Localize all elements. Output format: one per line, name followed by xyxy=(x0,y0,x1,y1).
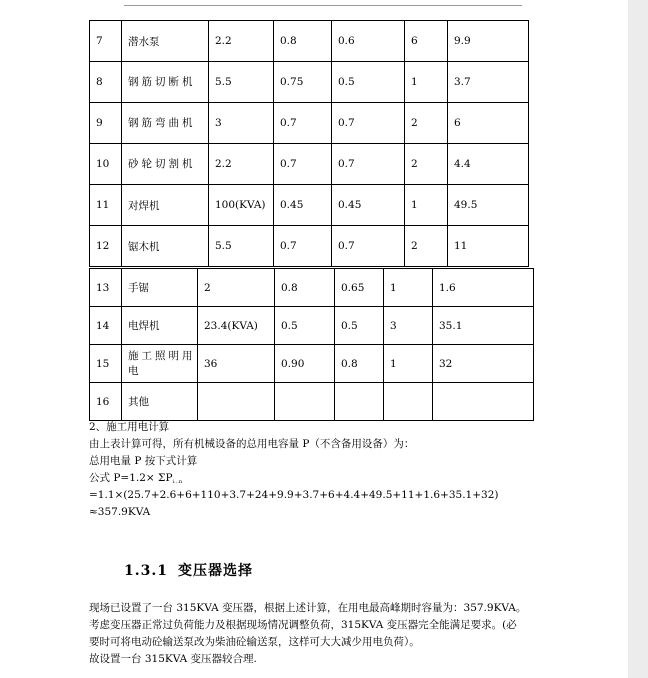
cell-coefficient-2: 0.7 xyxy=(332,226,405,267)
cell-quantity xyxy=(384,383,433,421)
cell-total: 1.6 xyxy=(433,269,534,307)
cell-no: 15 xyxy=(90,345,122,383)
cell-total: 11 xyxy=(448,226,529,267)
cell-total: 3.7 xyxy=(448,62,529,103)
cell-quantity: 2 xyxy=(405,103,448,144)
table-row xyxy=(90,185,529,226)
cell-total: 49.5 xyxy=(448,185,529,226)
calc-line-1: 由上表计算可得，所有机械设备的总用电容量 P（不含备用设备）为： xyxy=(89,438,415,450)
calc-title: 2、施工用电计算 xyxy=(89,421,170,433)
cell-quantity: 2 xyxy=(405,226,448,267)
calc-line-4: =1.1×(25.7+2.6+6+110+3.7+24+9.9+3.7+6+4.4+49.5+11+1.6+35.1+32) xyxy=(89,489,499,501)
cell-quantity: 2 xyxy=(405,144,448,185)
cell-rated-power: 2.2 xyxy=(209,144,274,185)
cell-total: 32 xyxy=(433,345,534,383)
calc-result: ≈357.9KVA xyxy=(89,506,151,518)
body-line-3: 要时可将电动砼输送泵改为柴油砼输送泵，这样可大大减少用电负荷）。 xyxy=(89,636,420,648)
cell-coefficient-1: 0.8 xyxy=(274,21,332,62)
cell-quantity: 3 xyxy=(384,307,433,345)
table-row xyxy=(90,21,529,62)
cell-coefficient-1 xyxy=(275,383,335,421)
table-row xyxy=(90,345,534,383)
cell-rated-power: 2.2 xyxy=(209,21,274,62)
cell-no: 13 xyxy=(90,269,122,307)
formula-text: 公式 P=1.2× ΣP xyxy=(89,472,173,484)
cell-equipment-name: 钢筋弯曲机 xyxy=(122,103,209,144)
table-row xyxy=(90,144,529,185)
cell-total: 6 xyxy=(448,103,529,144)
cell-total: 4.4 xyxy=(448,144,529,185)
cell-no: 8 xyxy=(90,62,122,103)
cell-coefficient-2 xyxy=(335,383,384,421)
equipment-table-top xyxy=(89,20,529,267)
header-rule xyxy=(124,5,522,6)
cell-rated-power: 2 xyxy=(198,269,275,307)
cell-no: 9 xyxy=(90,103,122,144)
cell-rated-power: 3 xyxy=(209,103,274,144)
table-row xyxy=(90,269,534,307)
cell-rated-power: 23.4(KVA) xyxy=(198,307,275,345)
cell-equipment-name: 电焊机 xyxy=(122,307,198,345)
cell-equipment-name: 潜水泵 xyxy=(122,21,209,62)
section-title: 变压器选择 xyxy=(177,563,253,579)
equipment-table-top-body xyxy=(90,21,529,267)
page-margin-bar xyxy=(628,0,648,678)
section-number: 1.3.1 xyxy=(124,563,168,579)
cell-no: 16 xyxy=(90,383,122,421)
cell-coefficient-2: 0.7 xyxy=(332,103,405,144)
section-heading xyxy=(124,560,263,580)
cell-coefficient-1: 0.7 xyxy=(274,144,332,185)
cell-equipment-name: 钢筋切断机 xyxy=(122,62,209,103)
cell-no: 7 xyxy=(90,21,122,62)
body-line-1: 现场已设置了一台 315KVA 变压器，根据上述计算，在用电最高峰期时容量为：357.9KVA。 xyxy=(89,602,527,614)
cell-no: 11 xyxy=(90,185,122,226)
cell-equipment-name: 其他 xyxy=(122,383,198,421)
cell-rated-power: 5.5 xyxy=(209,226,274,267)
cell-coefficient-2: 0.7 xyxy=(332,144,405,185)
table-row xyxy=(90,103,529,144)
cell-total: 9.9 xyxy=(448,21,529,62)
cell-coefficient-1: 0.8 xyxy=(275,269,335,307)
cell-equipment-name: 锯木机 xyxy=(122,226,209,267)
cell-rated-power: 5.5 xyxy=(209,62,274,103)
cell-no: 14 xyxy=(90,307,122,345)
cell-rated-power xyxy=(198,383,275,421)
cell-equipment-name: 施工照明用电 xyxy=(122,345,198,383)
table-row xyxy=(90,383,534,421)
cell-quantity: 1 xyxy=(384,269,433,307)
cell-coefficient-2: 0.5 xyxy=(335,307,384,345)
cell-rated-power: 100(KVA) xyxy=(209,185,274,226)
cell-equipment-name: 对焊机 xyxy=(122,185,209,226)
cell-coefficient-1: 0.7 xyxy=(274,103,332,144)
table-row xyxy=(90,62,529,103)
cell-coefficient-2: 0.65 xyxy=(335,269,384,307)
cell-coefficient-2: 0.45 xyxy=(332,185,405,226)
cell-coefficient-1: 0.5 xyxy=(275,307,335,345)
cell-coefficient-2: 0.6 xyxy=(332,21,405,62)
table-row xyxy=(90,226,529,267)
cell-coefficient-1: 0.90 xyxy=(275,345,335,383)
cell-coefficient-1: 0.75 xyxy=(274,62,332,103)
body-line-4: 故设置一台 315KVA 变压器较合理. xyxy=(89,653,257,665)
cell-quantity: 1 xyxy=(384,345,433,383)
cell-quantity: 1 xyxy=(405,185,448,226)
cell-no: 12 xyxy=(90,226,122,267)
cell-quantity: 1 xyxy=(405,62,448,103)
cell-equipment-name: 砂轮切割机 xyxy=(122,144,209,185)
cell-no: 10 xyxy=(90,144,122,185)
equipment-table-bottom-body xyxy=(90,269,534,421)
cell-rated-power: 36 xyxy=(198,345,275,383)
cell-coefficient-2: 0.5 xyxy=(332,62,405,103)
cell-equipment-name: 手锯 xyxy=(122,269,198,307)
calc-line-2: 总用电量 P 按下式计算 xyxy=(89,455,198,467)
cell-coefficient-1: 0.45 xyxy=(274,185,332,226)
cell-total: 35.1 xyxy=(433,307,534,345)
equipment-table-bottom xyxy=(89,268,534,421)
table-row xyxy=(90,307,534,345)
cell-coefficient-2: 0.8 xyxy=(335,345,384,383)
formula-subscript: i...n xyxy=(172,479,183,485)
body-line-2: 考虑变压器正常过负荷能力及根据现场情况调整负荷，315KVA 变压器完全能满足要求。(必 xyxy=(89,619,517,631)
cell-total xyxy=(433,383,534,421)
cell-quantity: 6 xyxy=(405,21,448,62)
cell-coefficient-1: 0.7 xyxy=(274,226,332,267)
